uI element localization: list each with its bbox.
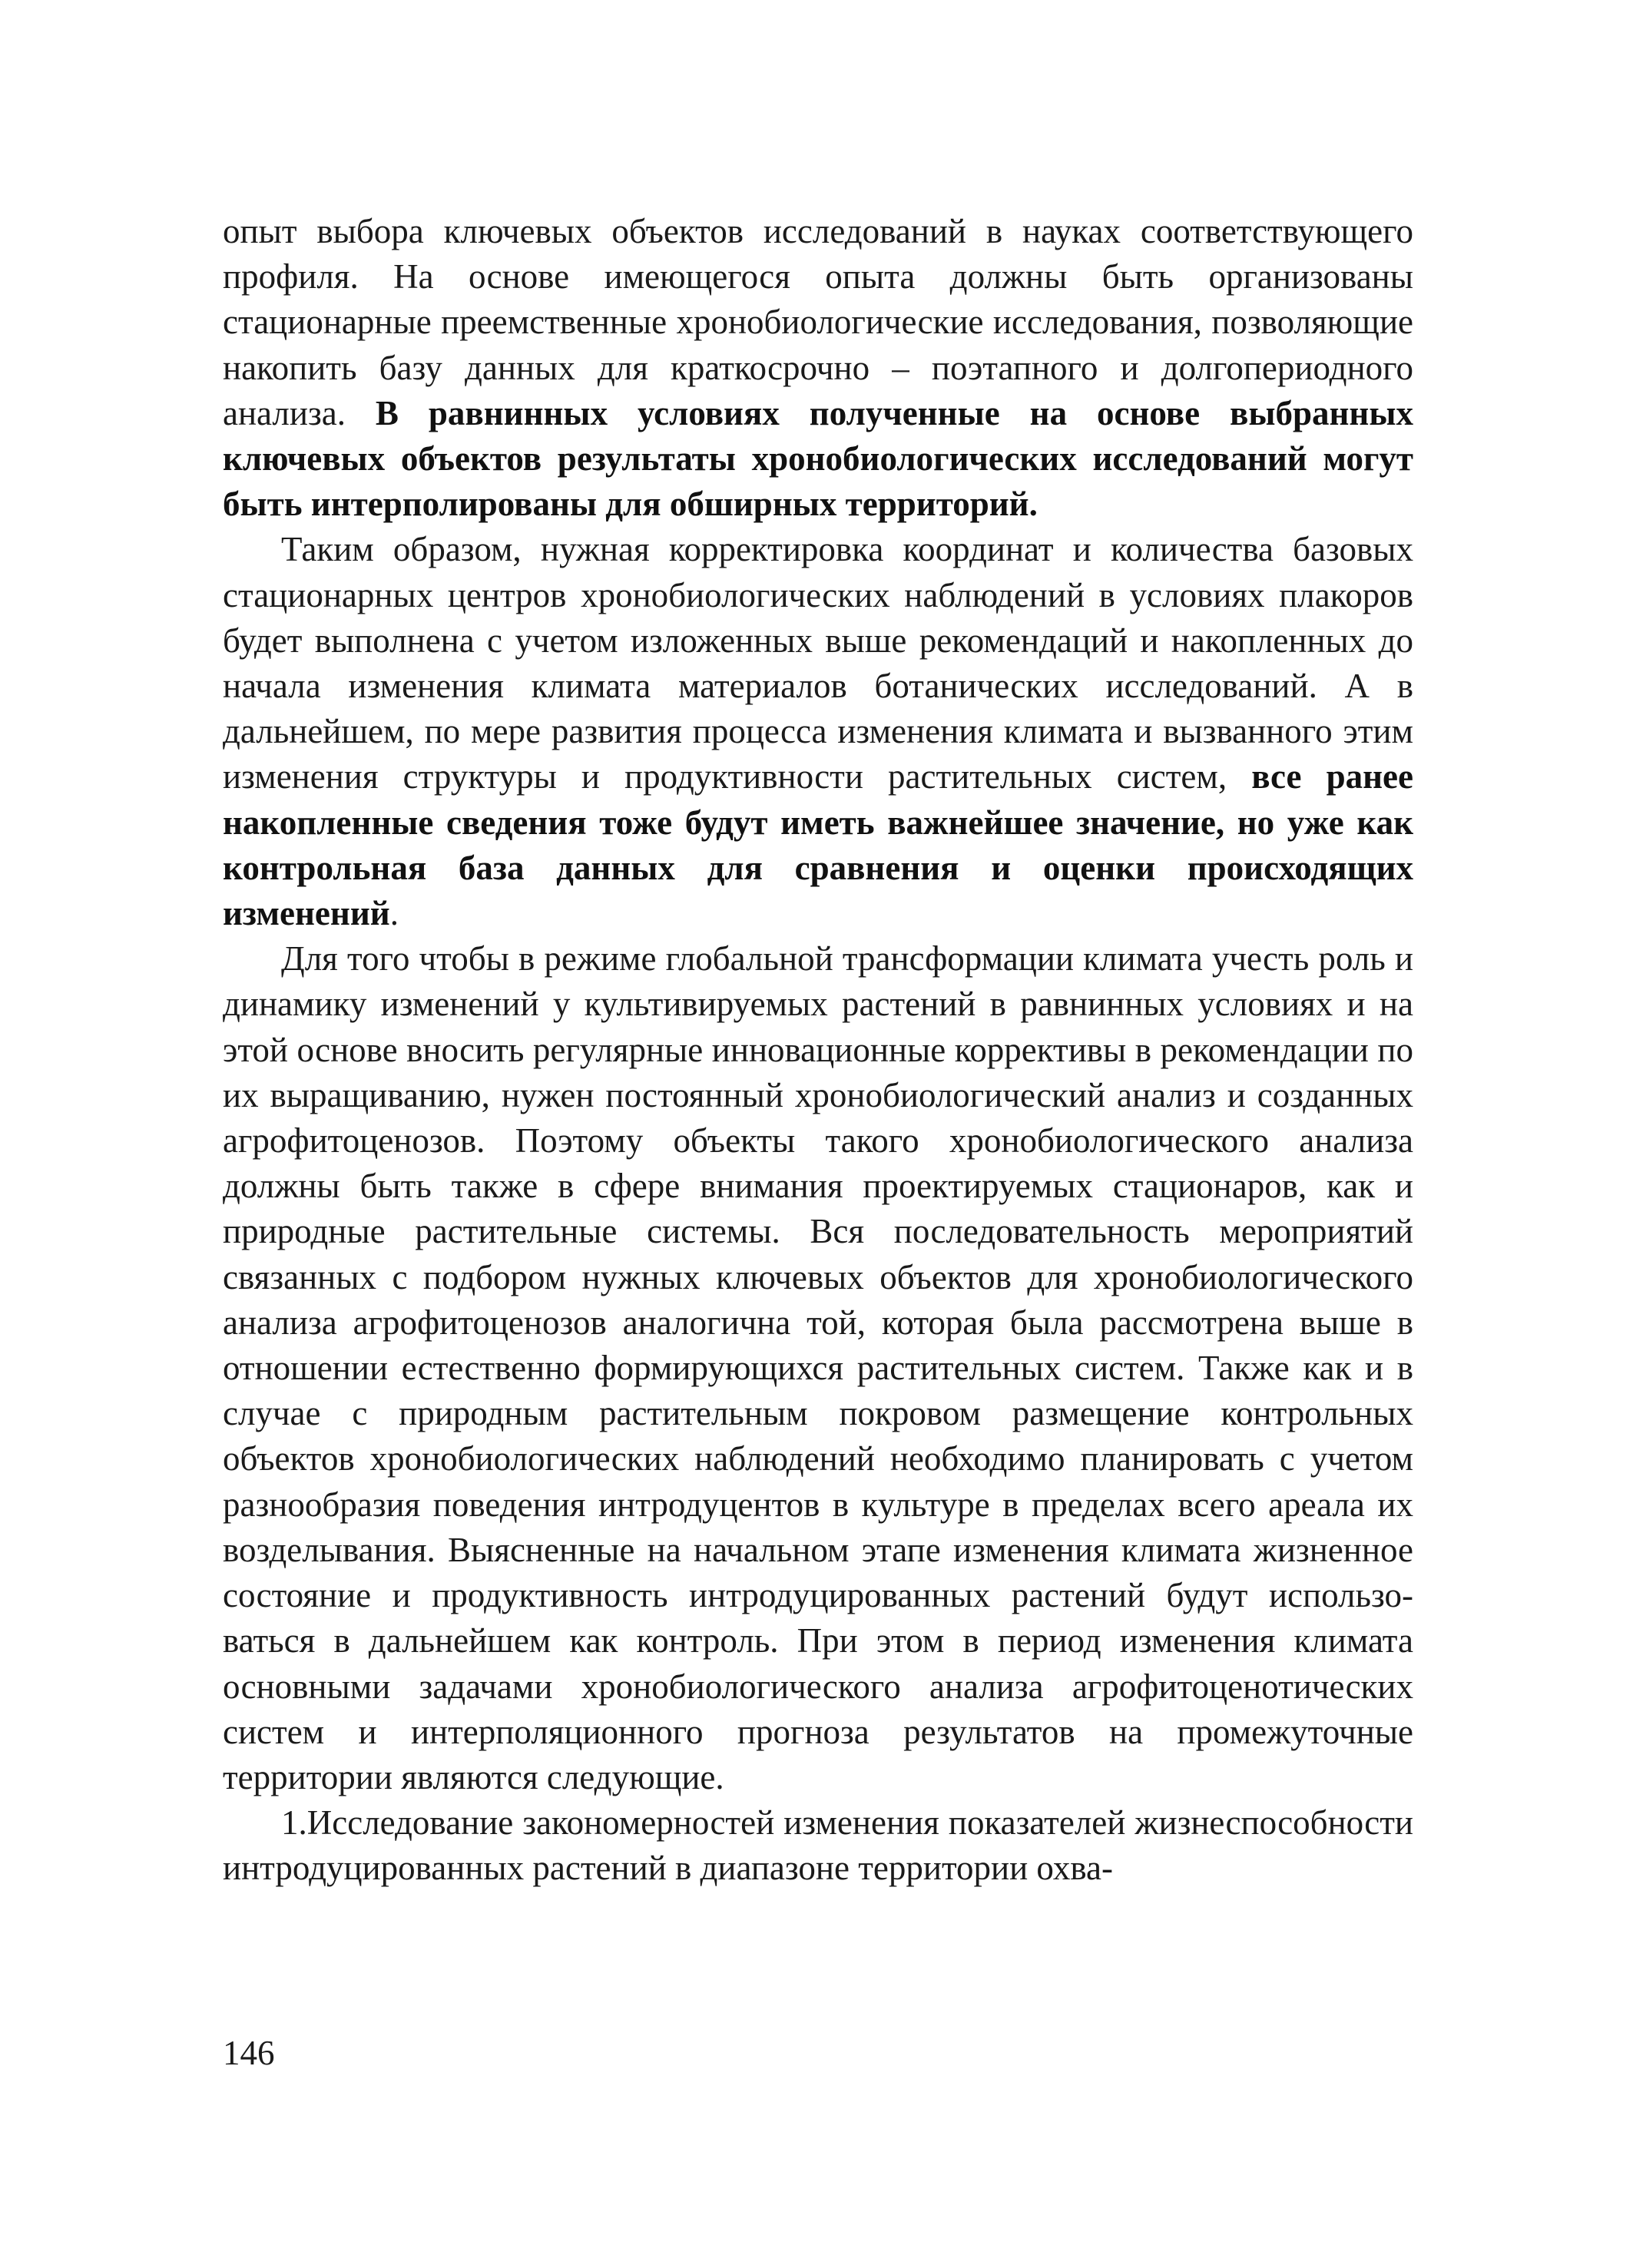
page-number: 146	[223, 2034, 275, 2072]
paragraph-1-text: опыт выбора ключевых объектов исследований в науках соответствующего профиля. На основе имеющегося опыта должны быть организованы стационарные преемственные хронобиологические исследования, позволяющие накопить базу данных для краткосрочно – поэтапного и долгопериодного анализа.	[223, 212, 1413, 432]
paragraph-2-text: Таким образом, нужная корректировка координат и количества базовых стационарных центров хронобиологических наблюдений в условиях плакоров будет выполнена с учетом изложенных выше рекомендаций и накопленных до начала изменения климата материалов ботанических исследований. А в дальнейшем, по мере развития процесса изменения климата и вызванного этим изменения структуры и продуктивности растительных систем,	[223, 530, 1413, 796]
paragraph-2	[223, 527, 1413, 936]
paragraph-4-text: 1.Исследование закономерностей изменения показателей жизнеспособности интродуцированных растений в диапазоне территории охва-	[223, 1803, 1413, 1888]
paragraph-1	[223, 209, 1413, 527]
paragraph-1-bold: В равнинных условиях полученные на основе выбранных ключевых объектов результаты хронобиологических исследований могут быть интерполированы для обширных территорий.	[223, 393, 1413, 524]
paragraph-2-end: .	[389, 894, 399, 933]
body-text	[223, 209, 1413, 1892]
paragraph-3	[223, 936, 1413, 1800]
paragraph-3-text: Для того чтобы в режиме глобальной трансформации климата учесть роль и динамику изменений у культивируемых растений в равнинных условиях и на этой основе вносить регулярные инновационные коррективы в рекомендации по их выращиванию, нужен постоянный хронобиологический анализ и созданных агрофитоценозов. Поэтому объекты такого хронобиологического анализа должны быть также в сфере внимания проектируемых стационаров, как и природные растительные системы. Вся последовательность мероприятий связанных с подбором нужных ключевых объектов для хронобиологического анализа агрофитоценозов аналогична той, которая была рассмотрена выше в отношении естественно формирующихся растительных систем. Также как и в случае с природным растительным покровом размещение контрольных объектов хронобиологических наблюдений необходимо планировать с учетом разнообразия поведения интродуцентов в культуре в пределах всего ареала их возделывания. Выясненные на начальном этапе изменения климата жизненное состояние и продуктивность интродуцированных растений будут использоваться в дальнейшем как контроль. При этом в период изменения климата основными задачами хронобиологического анализа агрофитоценотических систем и интерполяционного прогноза результатов на промежуточные территории являются следующие.	[223, 939, 1413, 1796]
paragraph-2-bold: все ранее накопленные сведения тоже будут иметь важнейшее значение, но уже как контрольная база данных для сравнения и оценки происходящих изменений	[223, 757, 1414, 933]
paragraph-4	[223, 1800, 1413, 1891]
